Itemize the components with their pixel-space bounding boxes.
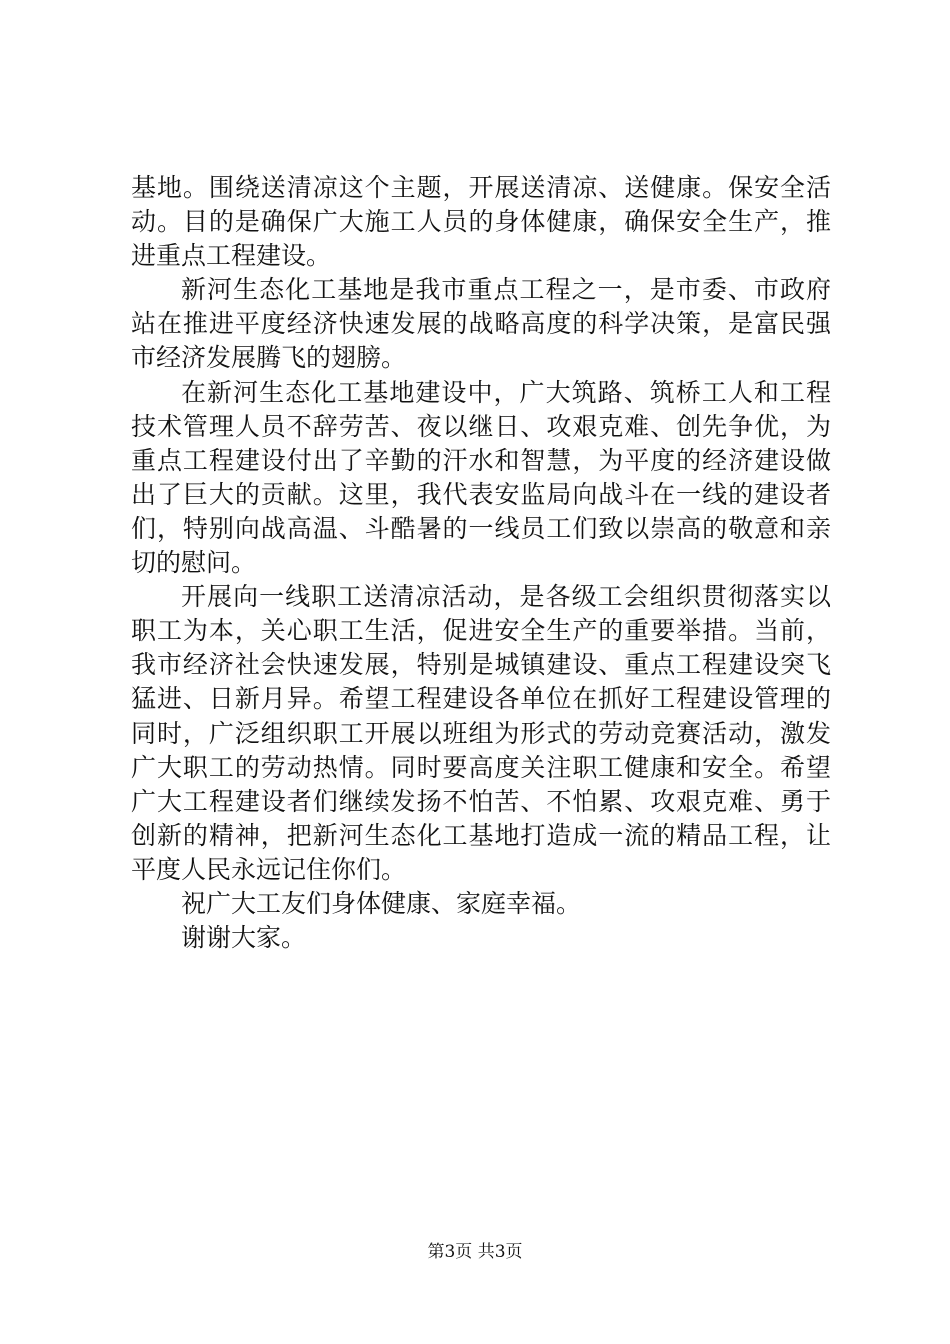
text-line: 基地。围绕送清凉这个主题，开展送清凉、送健康。保安全活 xyxy=(131,173,831,202)
text-line: 进重点工程建设。 xyxy=(131,241,332,271)
text-line: 广大职工的劳动热情。同时要高度关注职工健康和安全。希望 xyxy=(131,752,831,782)
closing-thanks: 谢谢大家。 xyxy=(181,923,307,953)
text-line: 我市经济社会快速发展，特别是城镇建设、重点工程建设突飞 xyxy=(131,650,831,680)
paragraph-first-line: 开展向一线职工送清凉活动，是各级工会组织贯彻落实以 xyxy=(181,582,831,612)
text-line: 技术管理人员不辞劳苦、夜以继日、攻艰克难、创先争优，为 xyxy=(131,411,831,441)
text-line: 切的慰问。 xyxy=(131,548,257,578)
text-line: 出了巨大的贡献。这里，我代表安监局向战斗在一线的建设者 xyxy=(131,479,831,509)
paragraph-first-line: 新河生态化工基地是我市重点工程之一，是市委、市政府 xyxy=(181,275,831,305)
text-line: 平度人民永远记住你们。 xyxy=(131,854,407,884)
document-body xyxy=(131,171,831,955)
text-line: 重点工程建设付出了辛勤的汗水和智慧，为平度的经济建设做 xyxy=(131,445,831,475)
text-line: 猛进、日新月异。希望工程建设各单位在抓好工程建设管理的 xyxy=(131,684,831,714)
closing-wish: 祝广大工友们身体健康、家庭幸福。 xyxy=(181,888,582,918)
text-line: 广大工程建设者们继续发扬不怕苦、不怕累、攻艰克难、勇于 xyxy=(131,786,831,816)
text-line: 们，特别向战高温、斗酷暑的一线员工们致以崇高的敬意和亲 xyxy=(131,513,831,543)
page-footer xyxy=(0,1240,950,1264)
text-line: 创新的精神，把新河生态化工基地打造成一流的精品工程，让 xyxy=(131,820,831,850)
text-line: 职工为本，关心职工生活，促进安全生产的重要举措。当前， xyxy=(131,616,831,646)
text-line: 同时，广泛组织职工开展以班组为形式的劳动竞赛活动，激发 xyxy=(131,718,831,748)
text-line: 动。目的是确保广大施工人员的身体健康，确保安全生产，推 xyxy=(131,207,831,237)
page-number-label: 第3页 共3页 xyxy=(427,1242,523,1262)
text-line: 站在推进平度经济快速发展的战略高度的科学决策，是富民强 xyxy=(131,309,831,339)
paragraph-first-line: 在新河生态化工基地建设中，广大筑路、筑桥工人和工程 xyxy=(181,377,831,407)
text-line: 市经济发展腾飞的翅膀。 xyxy=(131,343,407,373)
